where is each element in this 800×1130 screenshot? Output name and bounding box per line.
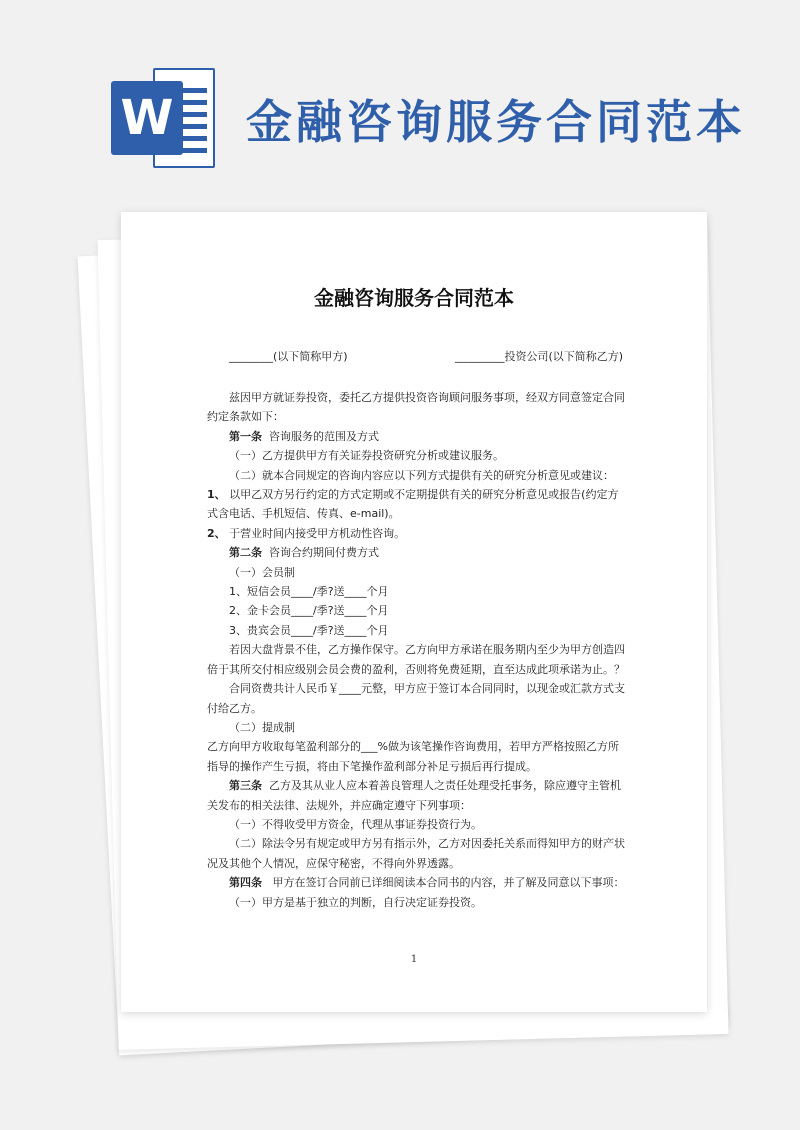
contract-body xyxy=(207,388,625,912)
article-1-item-2 xyxy=(207,524,625,543)
article-2-heading xyxy=(207,543,625,562)
document-title: 金融咨询服务合同范本 xyxy=(314,286,514,310)
membership-sms: 1、短信会员____/季?送____个月 xyxy=(229,585,389,599)
article-4-text: 甲方在签订合同前已详细阅读本合同书的内容，并了解及同意以下事项： xyxy=(272,876,625,890)
banner-title: 金融咨询服务合同范本 xyxy=(246,95,746,149)
article-3-title: 第三条 xyxy=(229,779,262,793)
page-number: 1 xyxy=(410,954,418,965)
banner xyxy=(0,0,800,200)
article-3-clause-1: （一）不得收受甲方资金，代理从事证券投资行为。 xyxy=(229,817,482,831)
article-1-clause-1: （一）乙方提供甲方有关证券投资研究分析或建议服务。 xyxy=(229,449,504,463)
word-icon xyxy=(111,68,215,168)
party-a: ________(以下简称甲方) xyxy=(229,350,348,363)
article-2-title: 第二条 xyxy=(229,546,262,560)
article-4-clause-1: （一）甲方是基于独立的判断，自行决定证券投资。 xyxy=(229,895,482,909)
document-page xyxy=(121,212,707,1012)
article-1-title: 第一条 xyxy=(229,429,262,443)
article-3-text: 乙方及其从业人应本着善良管理人之责任处理受托事务，除应遵守主管机关发布的相关法律、法规外，并应确定遵守下列事项： xyxy=(207,779,621,812)
article-2-fee: 合同资费共计人民币￥____元整，甲方应于签订本合同同时，以现金或汇款方式支付给乙方。 xyxy=(207,682,625,715)
article-2-text: 咨询合约期间付费方式 xyxy=(269,546,379,560)
item-number: 1、 xyxy=(207,488,226,502)
intro-paragraph: 兹因甲方就证券投资，委托乙方提供投资咨询顾问服务事项，经双方同意签定合同约定条款如下： xyxy=(207,391,625,424)
word-icon-letter: W xyxy=(111,81,183,155)
article-2-note: 若因大盘背景不佳，乙方操作保守。乙方向甲方承诺在服务期内至少为甲方创造四倍于其所交付相应级别会员会费的盈利，否则将免费延期，直至达成此项承诺为止。？ xyxy=(207,643,625,676)
article-1-heading xyxy=(207,427,625,446)
article-2-clause-1: （一）会员制 xyxy=(229,565,295,579)
article-2-clause-2: （二）提成制 xyxy=(229,720,295,734)
membership-gold: 2、金卡会员____/季?送____个月 xyxy=(229,604,389,618)
article-1-clause-2: （二）就本合同规定的咨询内容应以下列方式提供有关的研究分析意见或建议： xyxy=(229,468,614,482)
article-4-title: 第四条 xyxy=(229,876,262,890)
article-3-clause-2: （二）除法令另有规定或甲方另有指示外，乙方对因委托关系而得知甲方的财产状况及其他个人情况，应保守秘密，不得向外界透露。 xyxy=(207,837,625,870)
article-1-item-1 xyxy=(207,485,625,524)
article-3-heading xyxy=(207,776,625,815)
article-2-commission: 乙方向甲方收取每笔盈利部分的___%做为该笔操作咨询费用，若甲方严格按照乙方所指导的操作产生亏损，将由下笔操作盈利部分补足亏损后再行提成。 xyxy=(207,740,619,773)
membership-vip: 3、贵宾会员____/季?送____个月 xyxy=(229,623,389,637)
article-1-text: 咨询服务的范围及方式 xyxy=(269,429,379,443)
item-text: 以甲乙双方另行约定的方式定期或不定期提供有关的研究分析意见或报告(约定方式含电话、手机短信、传真、e-mail)。 xyxy=(207,488,619,521)
article-4-heading xyxy=(207,873,625,892)
party-b: _________投资公司(以下简称乙方) xyxy=(455,350,624,363)
item-text: 于营业时间内接受甲方机动性咨询。 xyxy=(229,526,406,540)
item-number: 2、 xyxy=(207,526,226,540)
